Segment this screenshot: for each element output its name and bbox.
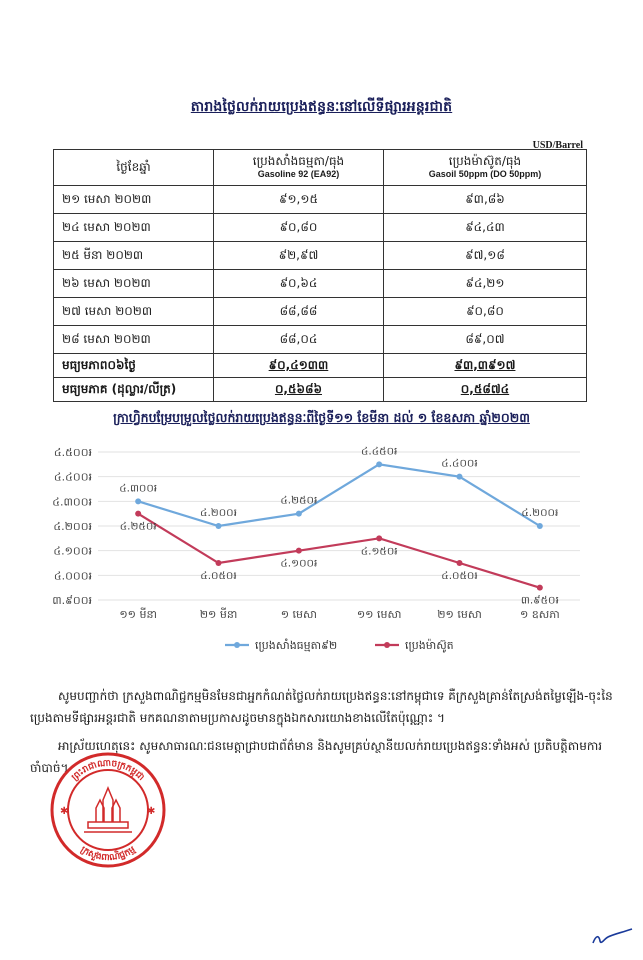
legend-entry: ប្រេងម៉ាស៊ូត (405, 639, 454, 652)
data-label: ៤.៤០០៛ (441, 457, 478, 470)
data-label: ៤.២៥០៛ (119, 520, 157, 533)
y-tick-label: ៤.១០០៛ (53, 544, 92, 558)
cell-date: ២១ មេសា ២០២៣ (54, 186, 214, 214)
data-label: ៤.១០០៛ (280, 557, 318, 570)
table-row (54, 214, 587, 242)
y-tick-label: ៤.៥០០៛ (53, 446, 92, 459)
header-gasoline-kh: ប្រេងសាំងធម្មតា/ធុង (252, 154, 345, 169)
cell-diesel: ៩០,៨០ (383, 298, 586, 326)
document-title: តារាងថ្លៃលក់រាយប្រេងឥន្ធនៈនៅលើទីផ្សារអន្តរជាតិ (190, 99, 453, 115)
average-litre-diesel: ០,៥៨៧៤ (383, 378, 586, 402)
data-point (296, 511, 302, 517)
average-6day-row (54, 354, 587, 378)
data-label: ៤.២០០៛ (521, 507, 559, 519)
header-diesel-en: Gasoil 50ppm (DO 50ppm) (428, 169, 542, 180)
series-line (138, 464, 540, 526)
y-tick-label: ៤.៣០០៛ (52, 495, 92, 509)
cell-date: ២៧ មេសា ២០២៣ (54, 298, 214, 326)
data-label: ៤.២០០៛ (200, 507, 237, 519)
average-6day-gasoline: ៩០,៤១៣៣ (214, 354, 384, 378)
cell-diesel: ៨៩,០៧ (383, 326, 586, 354)
header-gasoline-en: Gasoline 92 (EA92) (257, 169, 340, 180)
paragraph-notice: សូមបញ្ជាក់ថា ក្រសួងពាណិជ្ជកម្មមិនមែនជាអ្នកកំណត់ថ្លៃលក់រាយប្រេងឥន្ធនៈនៅកម្ពុជាទេ គឺក្រសួងគ្រាន់តែស្រង់តម្លៃឡើង-ចុះនៃប្រេងតាមទីផ្សារអន្តរជាតិ មកគណនាតាមប្រកាសដូចមានក្នុងឯកសារយោងខាងលើតែប៉ុណ្ណោះ ។ (30, 689, 613, 725)
cell-diesel: ៩៤,២១ (383, 270, 586, 298)
legend-marker (234, 642, 240, 648)
cell-date: ២៥ មីនា ២០២៣ (54, 242, 214, 270)
average-litre-label: មធ្យមភាគ (ដុល្លារ/លីត្រ) (54, 378, 214, 402)
data-point (216, 560, 222, 566)
cell-gasoline: ៩០,៨០ (214, 214, 384, 242)
header-date: ថ្ងៃខែឆ្នាំ (54, 150, 214, 186)
seal-bottom-text: ក្រសួងពាណិជ្ជកម្ម (78, 844, 138, 864)
header-diesel-kh: ប្រេងម៉ាស៊ូត/ធុង (448, 154, 522, 169)
x-tick-label: ១ ឧសភា (519, 608, 560, 621)
chart-heading: ក្រាហ្វិកបម្រែបម្រួលថ្លៃលក់រាយប្រេងឥន្ធនៈពីថ្ងៃទី១១ ខែមីនា ដល់ ១ ខែឧសភា ឆ្នាំ២០២៣ (113, 410, 530, 425)
cell-gasoline: ៩១,១៥ (214, 186, 384, 214)
cell-gasoline: ៩០,៦៤ (214, 270, 384, 298)
legend-marker (384, 642, 390, 648)
table-row (54, 298, 587, 326)
cell-gasoline: ៩២,៩៧ (214, 242, 384, 270)
legend-entry: ប្រេងសាំងធម្មតា៩២ (255, 639, 338, 652)
header-gasoline (214, 150, 384, 186)
cell-date: ២៤ មេសា ២០២៣ (54, 214, 214, 242)
star-icon: ✱ (60, 806, 69, 817)
cell-gasoline: ៨៨,៨៨ (214, 298, 384, 326)
data-point (376, 461, 382, 467)
data-point (537, 585, 543, 591)
y-tick-label: ៤.៤០០៛ (53, 470, 92, 484)
y-tick-label: ៤.២០០៛ (53, 520, 92, 533)
average-litre-row (54, 378, 587, 402)
unit-label: USD/Barrel (532, 140, 583, 151)
cell-diesel: ៩៧,១៨ (383, 242, 586, 270)
temple-icon (84, 788, 132, 832)
data-label: ៣.៩៥០៛ (520, 594, 559, 607)
cell-diesel: ៩៣,៨៦ (383, 186, 586, 214)
table-row (54, 270, 587, 298)
paragraph-instruction: អាស្រ័យហេតុនេះ សូមសាធារណៈជនមេត្តាជ្រាបជាព័ត៌មាន និងសូមគ្រប់ស្ថានីយលក់រាយប្រេងឥន្ធនៈទាំងអស់ ប្រតិបត្តិតាមការចាំបាច់។ (30, 739, 603, 775)
ministry-seal-icon (48, 750, 168, 870)
x-tick-label: ២១ មីនា (199, 608, 238, 621)
signature-icon (590, 925, 635, 950)
data-label: ៤.២៥០៛ (280, 494, 318, 507)
cell-diesel: ៩៤,៤៣ (383, 214, 586, 242)
data-label: ៤.០៥០៛ (200, 570, 237, 582)
price-line-chart (40, 440, 600, 665)
seal-top-text: ព្រះរាជាណាចក្រកម្ពុជា (70, 758, 146, 783)
data-point (376, 535, 382, 541)
price-table (53, 149, 587, 402)
cell-date: ២៦ មេសា ២០២៣ (54, 270, 214, 298)
data-point (457, 560, 463, 566)
average-6day-diesel: ៩៣,៣៩១៧ (383, 354, 586, 378)
data-label: ៤.១៥០៛ (360, 545, 398, 558)
table-row (54, 326, 587, 354)
data-point (457, 474, 463, 480)
y-tick-label: ៣.៩០០៛ (52, 594, 92, 607)
data-point (135, 511, 141, 517)
star-icon: ✱ (147, 806, 156, 817)
data-label: ៤.៣០០៛ (119, 482, 158, 495)
data-point (296, 548, 302, 554)
x-tick-label: ១១ មីនា (119, 608, 157, 621)
table-row (54, 242, 587, 270)
cell-date: ២៨ មេសា ២០២៣ (54, 326, 214, 354)
table-header-row (54, 150, 587, 186)
average-litre-gasoline: ០,៥៦៨៦ (214, 378, 384, 402)
cell-gasoline: ៨៨,០៤ (214, 326, 384, 354)
average-6day-label: មធ្យមភាព០៦ថ្ងៃ (54, 354, 214, 378)
data-point (216, 523, 222, 529)
data-label: ៤.៤៥០៛ (360, 445, 398, 458)
x-tick-label: ១១ មេសា (356, 608, 402, 621)
header-diesel (383, 150, 586, 186)
y-tick-label: ៤.០០០៛ (53, 569, 92, 583)
x-tick-label: ២១ មេសា (437, 608, 482, 621)
table-row (54, 186, 587, 214)
data-label: ៤.០៥០៛ (441, 570, 478, 582)
data-point (135, 498, 141, 504)
data-point (537, 523, 543, 529)
x-tick-label: ១ មេសា (280, 608, 317, 621)
